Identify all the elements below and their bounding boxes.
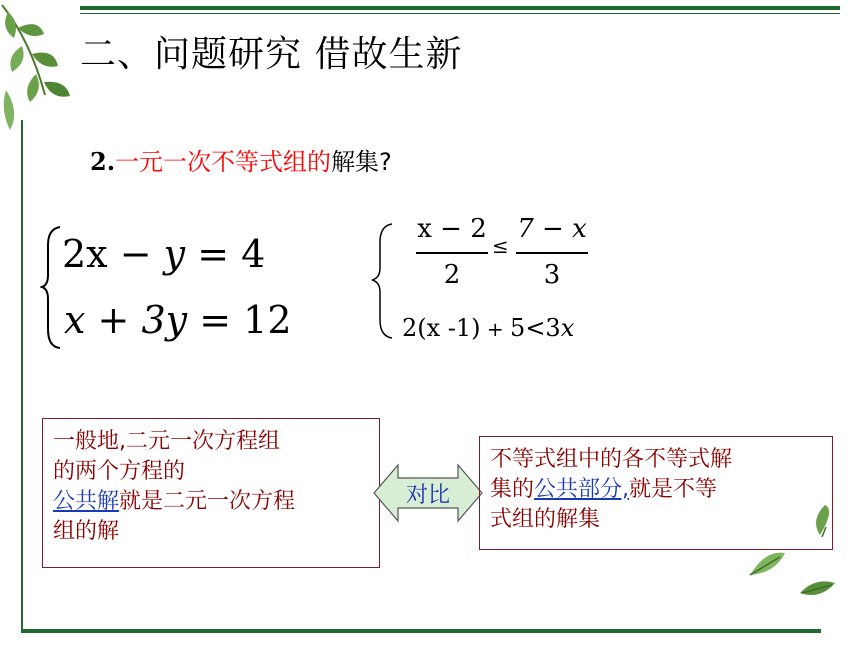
common-solution-link[interactable]: 公共解 <box>53 489 120 514</box>
fraction-2-bar <box>516 252 588 254</box>
equation-2: x + 3y = 12 <box>64 298 292 342</box>
leq-symbol: ≤ <box>492 234 509 258</box>
question-heading <box>90 142 392 177</box>
rbox-line-3: 式组的解集 <box>490 507 601 532</box>
slide-title: 二、问题研究 借故生新 <box>80 34 463 75</box>
rbox-line-1: 不等式组中的各不等式解 <box>490 447 733 472</box>
common-part-link[interactable]: 公共部分, <box>534 477 630 502</box>
left-frame-line <box>21 120 23 630</box>
compare-label: 对比 <box>405 483 450 508</box>
fraction-2-denominator: 3 <box>543 260 561 290</box>
question-highlight: 一元一次不等式组的 <box>115 148 332 176</box>
left-brace <box>40 225 64 350</box>
fraction-1-numerator: x − 2 <box>417 214 487 244</box>
inequality-definition-box: 不等式组中的各不等式解 集的公共部分,就是不等 式组的解集 <box>479 436 833 550</box>
fraction-1-denominator: 2 <box>443 260 461 290</box>
box-line-3: 就是二元一次方程 <box>119 489 296 514</box>
box-line-2: 的两个方程的 <box>53 459 186 484</box>
top-frame-line-thin <box>80 13 840 14</box>
question-number: 2. <box>90 147 116 176</box>
inequality-2: 2(x -1) + 5<3x <box>402 314 575 342</box>
right-brace <box>370 220 396 342</box>
box-line-4: 组的解 <box>53 519 120 544</box>
inequality-1 <box>416 214 596 294</box>
equation-definition-box <box>42 418 380 568</box>
equation-1: 2x − y = 4 <box>62 232 266 276</box>
box-line-1: 一般地,二元一次方程组 <box>53 429 280 454</box>
bottom-frame-line <box>21 629 821 633</box>
top-frame-line <box>80 6 840 10</box>
fraction-2-numerator: 7 − x <box>517 214 587 244</box>
fraction-1-bar <box>416 252 488 254</box>
question-rest: 解集? <box>331 148 392 176</box>
